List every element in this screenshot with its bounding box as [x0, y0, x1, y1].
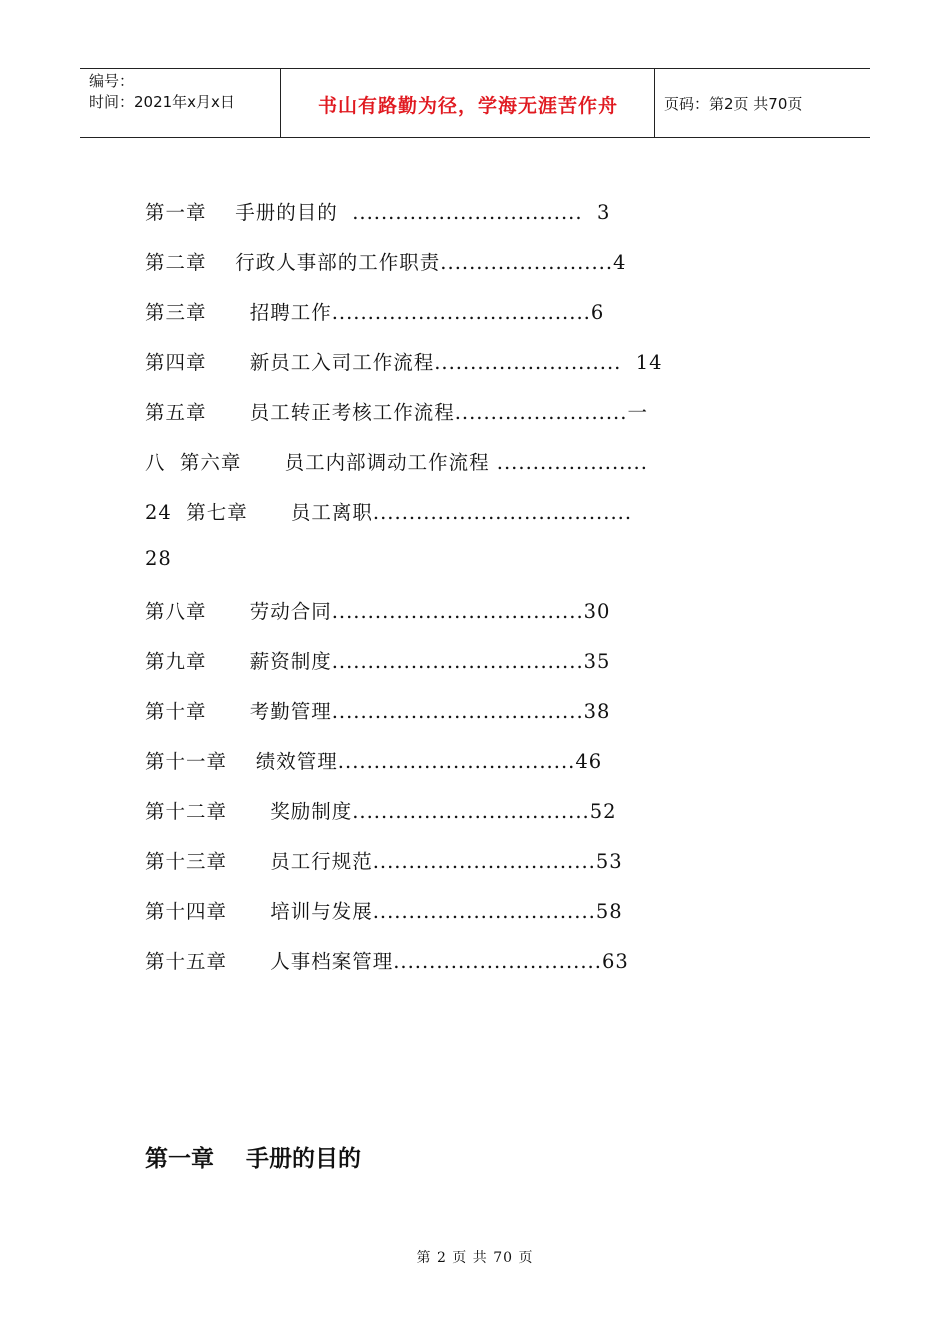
toc-entry[interactable]: 第四章 新员工入司工作流程.......................... 14 — [145, 351, 663, 374]
page-header — [80, 68, 870, 138]
toc-entry[interactable]: 第十二章 奖励制度.................................52 — [145, 800, 617, 823]
toc-entry[interactable]: 第三章 招聘工作....................................6 — [145, 301, 605, 324]
toc-entry[interactable]: 第八章 劳动合同...................................30 — [145, 600, 611, 623]
header-meta — [89, 71, 235, 113]
toc-entry[interactable]: 第十章 考勤管理...................................38 — [145, 700, 611, 723]
header-motto: 书山有路勤为径，学海无涯苦作舟 — [317, 95, 618, 117]
time-label: 时间：2021年x月x日 — [89, 93, 235, 111]
header-page-code: 页码：第2页 共70页 — [664, 95, 803, 113]
toc-entry[interactable]: 28 — [145, 547, 172, 570]
toc-entry[interactable]: 第十三章 员工行规范...............................53 — [145, 850, 623, 873]
toc-entry[interactable]: 第十四章 培训与发展...............................58 — [145, 900, 623, 923]
page-footer: 第 2 页 共 70 页 — [416, 1250, 534, 1266]
toc-entry[interactable]: 第十五章 人事档案管理.............................63 — [145, 950, 629, 973]
toc-entry[interactable]: 第二章 行政人事部的工作职责........................4 — [145, 251, 627, 274]
chapter-heading: 第一章 手册的目的 — [145, 1146, 362, 1172]
toc-entry[interactable]: 第九章 薪资制度...................................35 — [145, 650, 611, 673]
toc-entry[interactable]: 八 第六章 员工内部调动工作流程 ..................... — [145, 451, 648, 474]
header-divider — [280, 69, 281, 137]
header-divider — [654, 69, 655, 137]
toc-entry[interactable]: 第十一章 绩效管理.................................46 — [145, 750, 603, 773]
toc-entry[interactable]: 第五章 员工转正考核工作流程........................一 — [145, 401, 648, 424]
number-label: 编号： — [89, 72, 135, 90]
toc-entry[interactable]: 第一章 手册的目的 ................................ 3 — [145, 201, 611, 224]
toc-entry[interactable]: 24 第七章 员工离职.................................... — [145, 501, 633, 524]
